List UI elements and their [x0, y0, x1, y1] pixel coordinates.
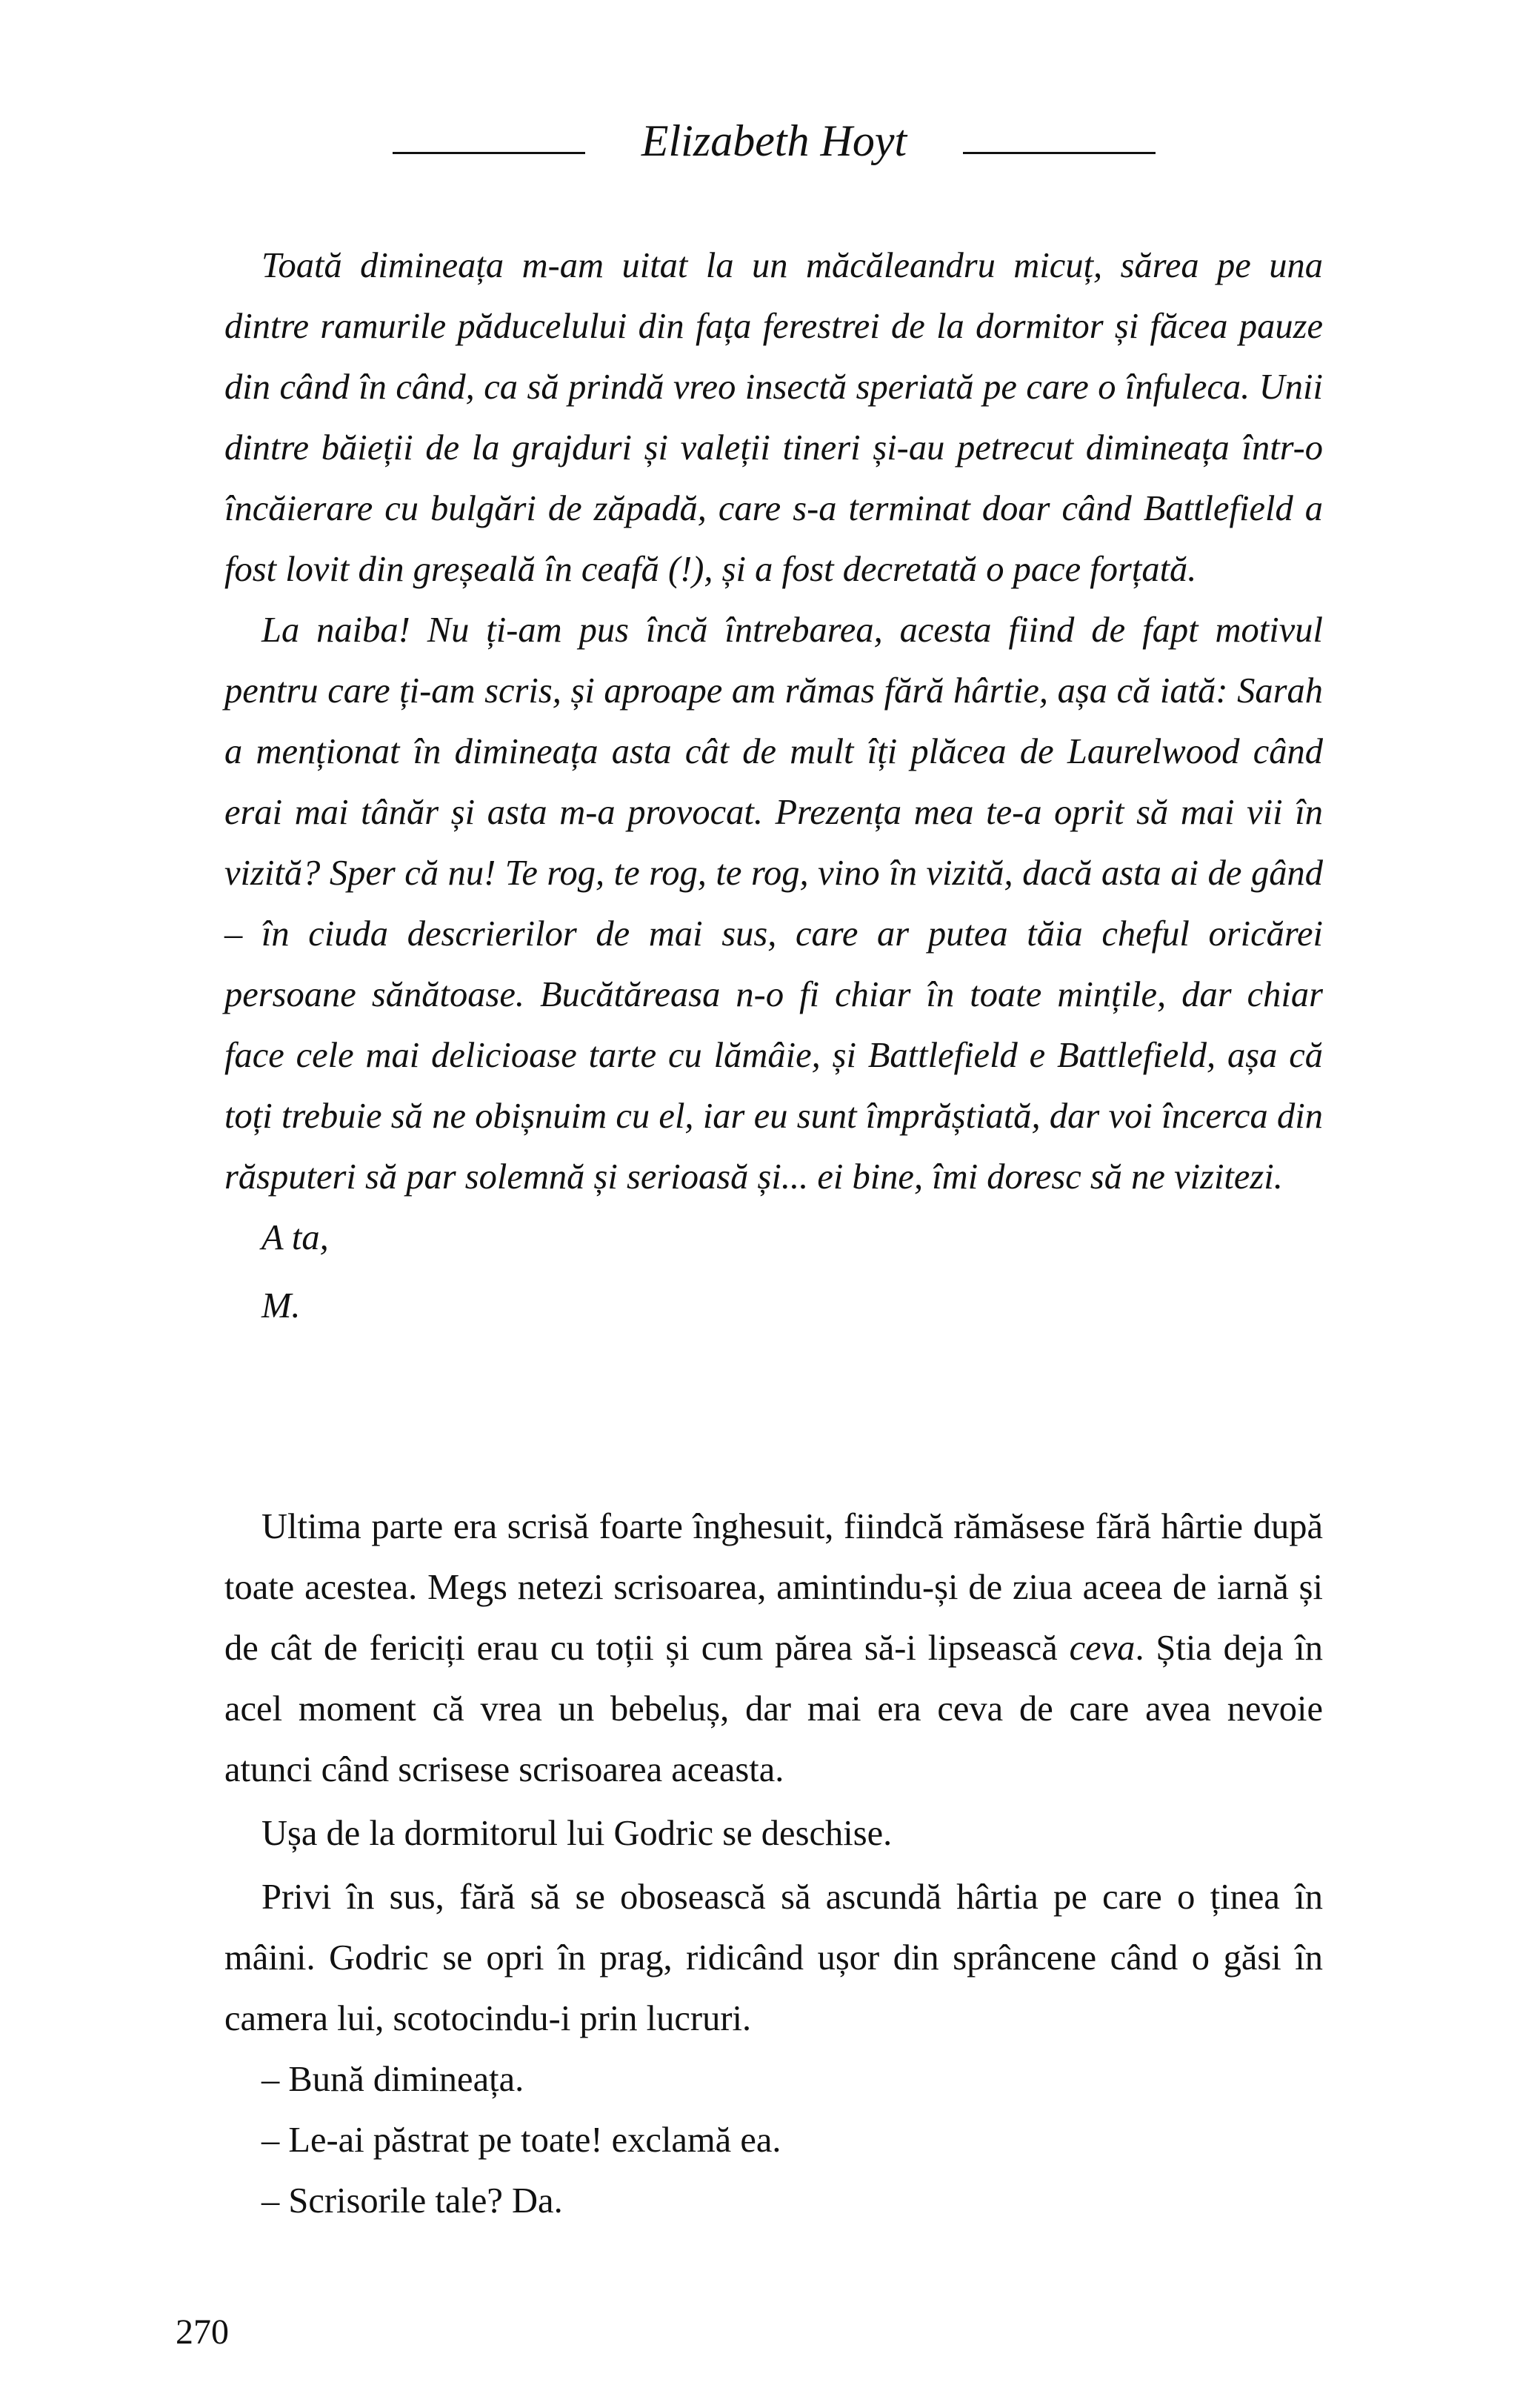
page-number: 270: [176, 2312, 229, 2352]
letter-signature: M.: [261, 1286, 301, 1326]
narrative-paragraph: Privi în sus, fără să se obosească să ascundă hârtia pe care o ținea în mâini. Godric se opri în prag, ridicând ușor din sprâncene când o găsi în camera lui, scotocindu-i prin lucruri.: [224, 1877, 1323, 2038]
narrative-text-span: . Știa deja în acel moment că vrea un bebeluș, dar mai era ceva de care avea nevoie atunci când scrisese scrisoarea aceasta.: [224, 1629, 1324, 1789]
narrative-emphasis: ceva: [1069, 1629, 1136, 1668]
dialogue-line: – Scrisorile tale? Da.: [261, 2181, 563, 2221]
header-author: Elizabeth Hoyt: [641, 116, 907, 165]
narrative-text-span: Ultima parte era scrisă foarte înghesuit, fiindcă rămăsese fără hârtie după toate acestea. Megs netezi scrisoarea, amintindu-și de ziua aceea de iarnă și de cât de fericiți erau cu toții și cum părea să-i lipsească: [224, 1507, 1323, 1668]
dialogue-line: – Le-ai păstrat pe toate! exclamă ea.: [261, 2121, 781, 2160]
header-rule-left: [393, 152, 585, 154]
narrative-text: [224, 1497, 1323, 2232]
letter-text: [224, 236, 1323, 1337]
dialogue-line: – Bună dimineața.: [261, 2060, 524, 2099]
letter-paragraph: Toată dimineața m-am uitat la un măcăleandru micuț, sărea pe una dintre ramurile păducelului din fața ferestrei de la dormitor și făcea pauze din când în când, ca să prindă vreo insectă speriată pe care o înfuleca. Unii dintre băieții de la grajduri și valeții tineri și-au petrecut dimineața într-o încăierare cu bulgări de zăpadă, care s-a terminat doar când Battlefield a fost lovit din greșeală în ceafă (!), și a fost decretată o pace forțată.: [224, 246, 1323, 589]
letter-closing: A ta,: [261, 1218, 329, 1257]
narrative-paragraph: Ușa de la dormitorul lui Godric se deschise.: [261, 1814, 893, 1853]
narrative-paragraph: [224, 1497, 1323, 1800]
letter-paragraph: La naiba! Nu ți-am pus încă întrebarea, acesta fiind de fapt motivul pentru care ți-am scris, și aproape am rămas fără hârtie, așa că iată: Sarah a menționat în dimineața asta cât de mult îți plăcea de Laurelwood când erai mai tânăr și asta m-a provocat. Prezența mea te-a oprit să mai vii în vizită? Sper că nu! Te rog, te rog, te rog, vino în vizită, dacă asta ai de gând – în ciuda descrierilor de mai sus, care ar putea tăia cheful oricărei persoane sănătoase. Bucătăreasa n-o fi chiar în toate mințile, dar chiar face cele mai delicioase tarte cu lămâie, și Battlefield e Battlefield, așa că toți trebuie să ne obișnuim cu el, iar eu sunt împrăștiată, dar voi încerca din răsputeri să par solemnă și serioasă și... ei bine, îmi doresc să ne vizitezi.: [224, 611, 1323, 1197]
header-rule-right: [963, 152, 1156, 154]
running-header: [0, 111, 1517, 178]
